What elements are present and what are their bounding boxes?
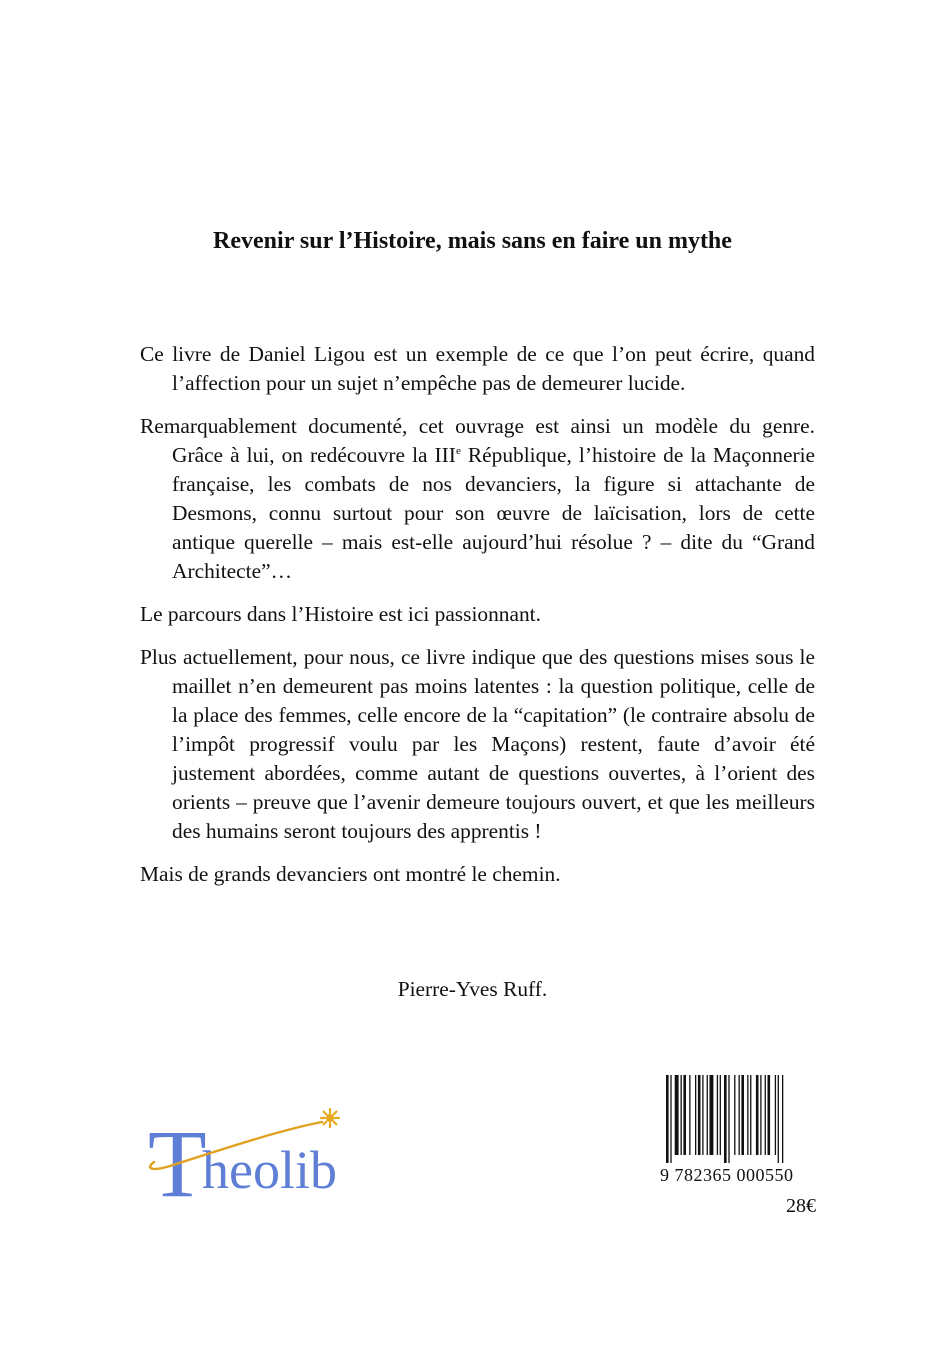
star-icon <box>321 1109 339 1127</box>
barcode-bar <box>747 1075 748 1155</box>
barcode-bar <box>765 1075 766 1155</box>
barcode-bar <box>695 1075 696 1155</box>
barcode-bar <box>782 1075 783 1163</box>
barcode-bar <box>750 1075 751 1155</box>
barcode-bar <box>698 1075 701 1155</box>
barcode-bar <box>670 1075 671 1163</box>
theolib-logo-graphic <box>140 1100 390 1210</box>
paragraph-2-end: République, l’histoire de la Maçonnerie française, les combats de nos devanciers, la figure si attachante de Desmons, connu surtout pour son œuvre de laïcisation, lors de cette antique querelle – mais est-elle aujourd’hui résolue ? – dite du “Grand Architecte”… <box>172 443 816 583</box>
barcode-bar <box>734 1075 735 1155</box>
theolib-logo <box>140 1100 390 1210</box>
svg-text:T: T <box>148 1110 207 1210</box>
barcode-bar <box>689 1075 690 1155</box>
barcode-bar <box>741 1075 744 1155</box>
barcode-bar <box>702 1075 703 1155</box>
barcode-bar <box>739 1075 740 1155</box>
price: 28€ <box>786 1195 816 1217</box>
superscript-e: e <box>455 444 461 457</box>
paragraph-2 <box>140 412 815 586</box>
barcode-bar <box>681 1075 682 1155</box>
barcode-bar <box>756 1075 759 1155</box>
barcode-bar <box>768 1075 771 1155</box>
barcode-bar <box>717 1075 718 1155</box>
paragraph-3: Le parcours dans l’Histoire est ici passionnant. <box>140 602 541 626</box>
barcode-bar <box>683 1075 686 1155</box>
barcode-bar <box>666 1075 669 1163</box>
barcode-bar <box>760 1075 761 1155</box>
barcode-graphic <box>660 1075 830 1163</box>
author-signature: Pierre-Yves Ruff. <box>397 977 548 1001</box>
back-cover-text <box>140 340 815 903</box>
barcode-bar <box>707 1075 708 1155</box>
barcode-bar <box>778 1075 779 1163</box>
barcode-bar <box>710 1075 714 1155</box>
svg-text:heolib: heolib <box>202 1140 337 1200</box>
barcode-bar <box>775 1075 776 1155</box>
paragraph-5: Mais de grands devanciers ont montré le chemin. <box>140 862 561 886</box>
isbn-barcode <box>660 1075 830 1185</box>
paragraph-2-start: Remarquablement documenté, cet ouvrage est ainsi un modèle du genre. Grâce à lui, on redécouvre la III <box>140 414 815 467</box>
barcode-bar <box>720 1075 721 1155</box>
paragraph-4: Plus actuellement, pour nous, ce livre indique que des questions mises sous le maillet n’en demeurent pas moins latentes : la question politique, celle de la place des femmes, celle encore de la “capitation” (le contraire absolu de l’impôt progressif voulu par les Maçons) restent, faute d’avoir été justement abordées, comme autant de questions ouvertes, à l’orient des orients – preuve que l’avenir demeure toujours ouvert, et que les meilleurs des humains seront toujours des apprentis ! <box>140 645 815 843</box>
isbn-number: 9 782365 000550 <box>660 1165 794 1185</box>
paragraph-1: Ce livre de Daniel Ligou est un exemple de ce que l’on peut écrire, quand l’affection pour un sujet n’empêche pas de demeurer lucide. <box>140 342 815 395</box>
book-title: Revenir sur l’Histoire, mais sans en faire un mythe <box>213 228 732 254</box>
barcode-bar <box>675 1075 679 1155</box>
barcode-bar <box>724 1075 727 1163</box>
barcode-bar <box>728 1075 729 1163</box>
